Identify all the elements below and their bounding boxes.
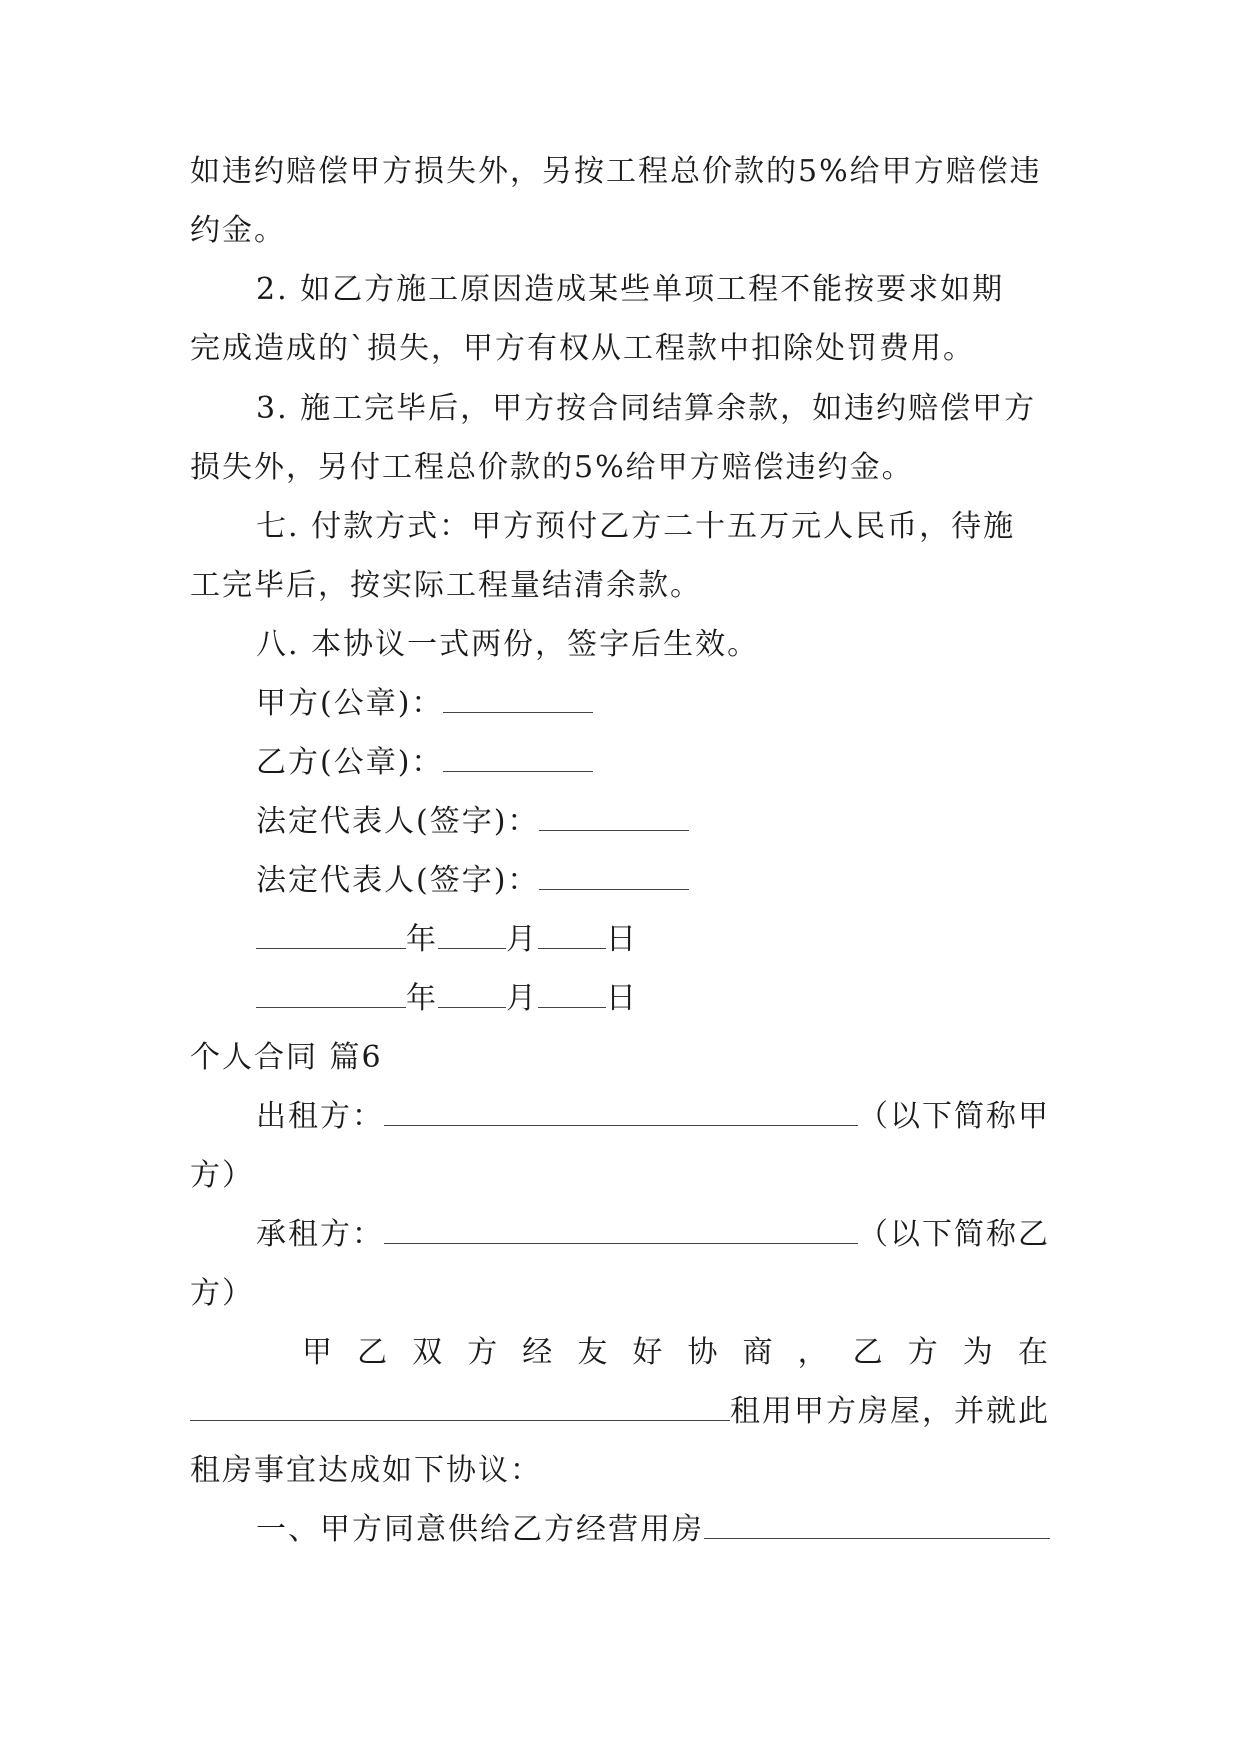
intro-line-1: [302, 1333, 1050, 1373]
clause-1-text: 一、甲方同意供给乙方经营用房: [256, 1512, 704, 1547]
intro-char: 甲: [302, 1335, 334, 1370]
lessor-label: 出租方：: [256, 1099, 384, 1134]
party-a-label: 甲方(公章)：: [256, 686, 444, 721]
party-b-seal-field[interactable]: [443, 743, 593, 772]
intro-line-2-suffix: 租用甲方房屋，并就此: [730, 1394, 1050, 1429]
representative-2-line: [256, 861, 1050, 901]
intro-char: 好: [632, 1335, 665, 1370]
intro-char: 友: [577, 1335, 610, 1370]
lessee-suffix: （以下简称乙: [858, 1217, 1050, 1252]
text-line: 八. 本协议一式两份，签字后生效。: [256, 627, 760, 662]
intro-char: 乙: [852, 1335, 885, 1370]
representative-1-signature-field[interactable]: [539, 802, 689, 831]
clause-1-field[interactable]: [704, 1510, 1050, 1539]
text-line: 损失外，另付工程总价款的5%给甲方赔偿违约金。: [190, 450, 914, 485]
representative-2-signature-field[interactable]: [539, 861, 689, 890]
party-a-seal-field[interactable]: [443, 684, 593, 713]
lessee-label: 承租方：: [256, 1217, 384, 1252]
representative-2-label: 法定代表人(签字)：: [256, 863, 540, 898]
lessee-wrap: 方）: [190, 1276, 254, 1311]
intro-char: 方: [907, 1335, 940, 1370]
intro-char: 方: [467, 1335, 500, 1370]
lessor-field[interactable]: [384, 1097, 858, 1126]
intro-char: 商: [742, 1335, 775, 1370]
rental-purpose-field[interactable]: [190, 1392, 730, 1421]
day-field[interactable]: [538, 979, 606, 1008]
intro-char: 乙: [357, 1335, 390, 1370]
party-a-seal-line: [256, 684, 1050, 724]
intro-char: 协: [687, 1335, 720, 1370]
party-b-seal-line: [256, 743, 1050, 783]
lessor-wrap: 方）: [190, 1158, 254, 1193]
month-label: 月: [506, 981, 538, 1016]
intro-char: ，: [797, 1335, 830, 1370]
text-line: 3. 施工完毕后，甲方按合同结算余款，如违约赔偿甲方: [256, 391, 1037, 426]
lessor-line: [256, 1097, 1050, 1137]
party-b-label: 乙方(公章)：: [256, 745, 444, 780]
clause-1-line: [256, 1510, 1050, 1550]
lessee-field[interactable]: [384, 1215, 858, 1244]
date-line-1: [256, 920, 1050, 960]
intro-char: 为: [962, 1335, 995, 1370]
lessor-suffix: （以下简称甲: [858, 1099, 1050, 1134]
month-label: 月: [506, 922, 538, 957]
month-field[interactable]: [438, 979, 506, 1008]
representative-1-label: 法定代表人(签字)：: [256, 804, 540, 839]
year-label: 年: [406, 981, 438, 1016]
intro-line-2: [190, 1392, 1050, 1432]
day-label: 日: [606, 922, 638, 957]
intro-char: 双: [412, 1335, 445, 1370]
representative-1-line: [256, 802, 1050, 842]
day-field[interactable]: [538, 920, 606, 949]
year-field[interactable]: [256, 920, 406, 949]
day-label: 日: [606, 981, 638, 1016]
year-field[interactable]: [256, 979, 406, 1008]
text-line: 约金。: [190, 213, 286, 248]
month-field[interactable]: [438, 920, 506, 949]
text-line: 2. 如乙方施工原因造成某些单项工程不能按要求如期: [256, 272, 1005, 307]
text-line: 七. 付款方式：甲方预付乙方二十五万元人民币，待施: [256, 509, 1016, 544]
year-label: 年: [406, 922, 438, 957]
date-line-2: [256, 979, 1050, 1019]
intro-char: 在: [1017, 1335, 1050, 1370]
section-heading: 个人合同 篇6: [190, 1040, 383, 1075]
lessee-line: [256, 1215, 1050, 1255]
text-line: 如违约赔偿甲方损失外，另按工程总价款的5%给甲方赔偿违: [190, 154, 1042, 189]
intro-char: 经: [522, 1335, 555, 1370]
text-line: 完成造成的`损失，甲方有权从工程款中扣除处罚费用。: [190, 331, 975, 366]
intro-line-3: 租房事宜达成如下协议：: [190, 1453, 542, 1488]
text-line: 工完毕后，按实际工程量结清余款。: [190, 568, 702, 603]
